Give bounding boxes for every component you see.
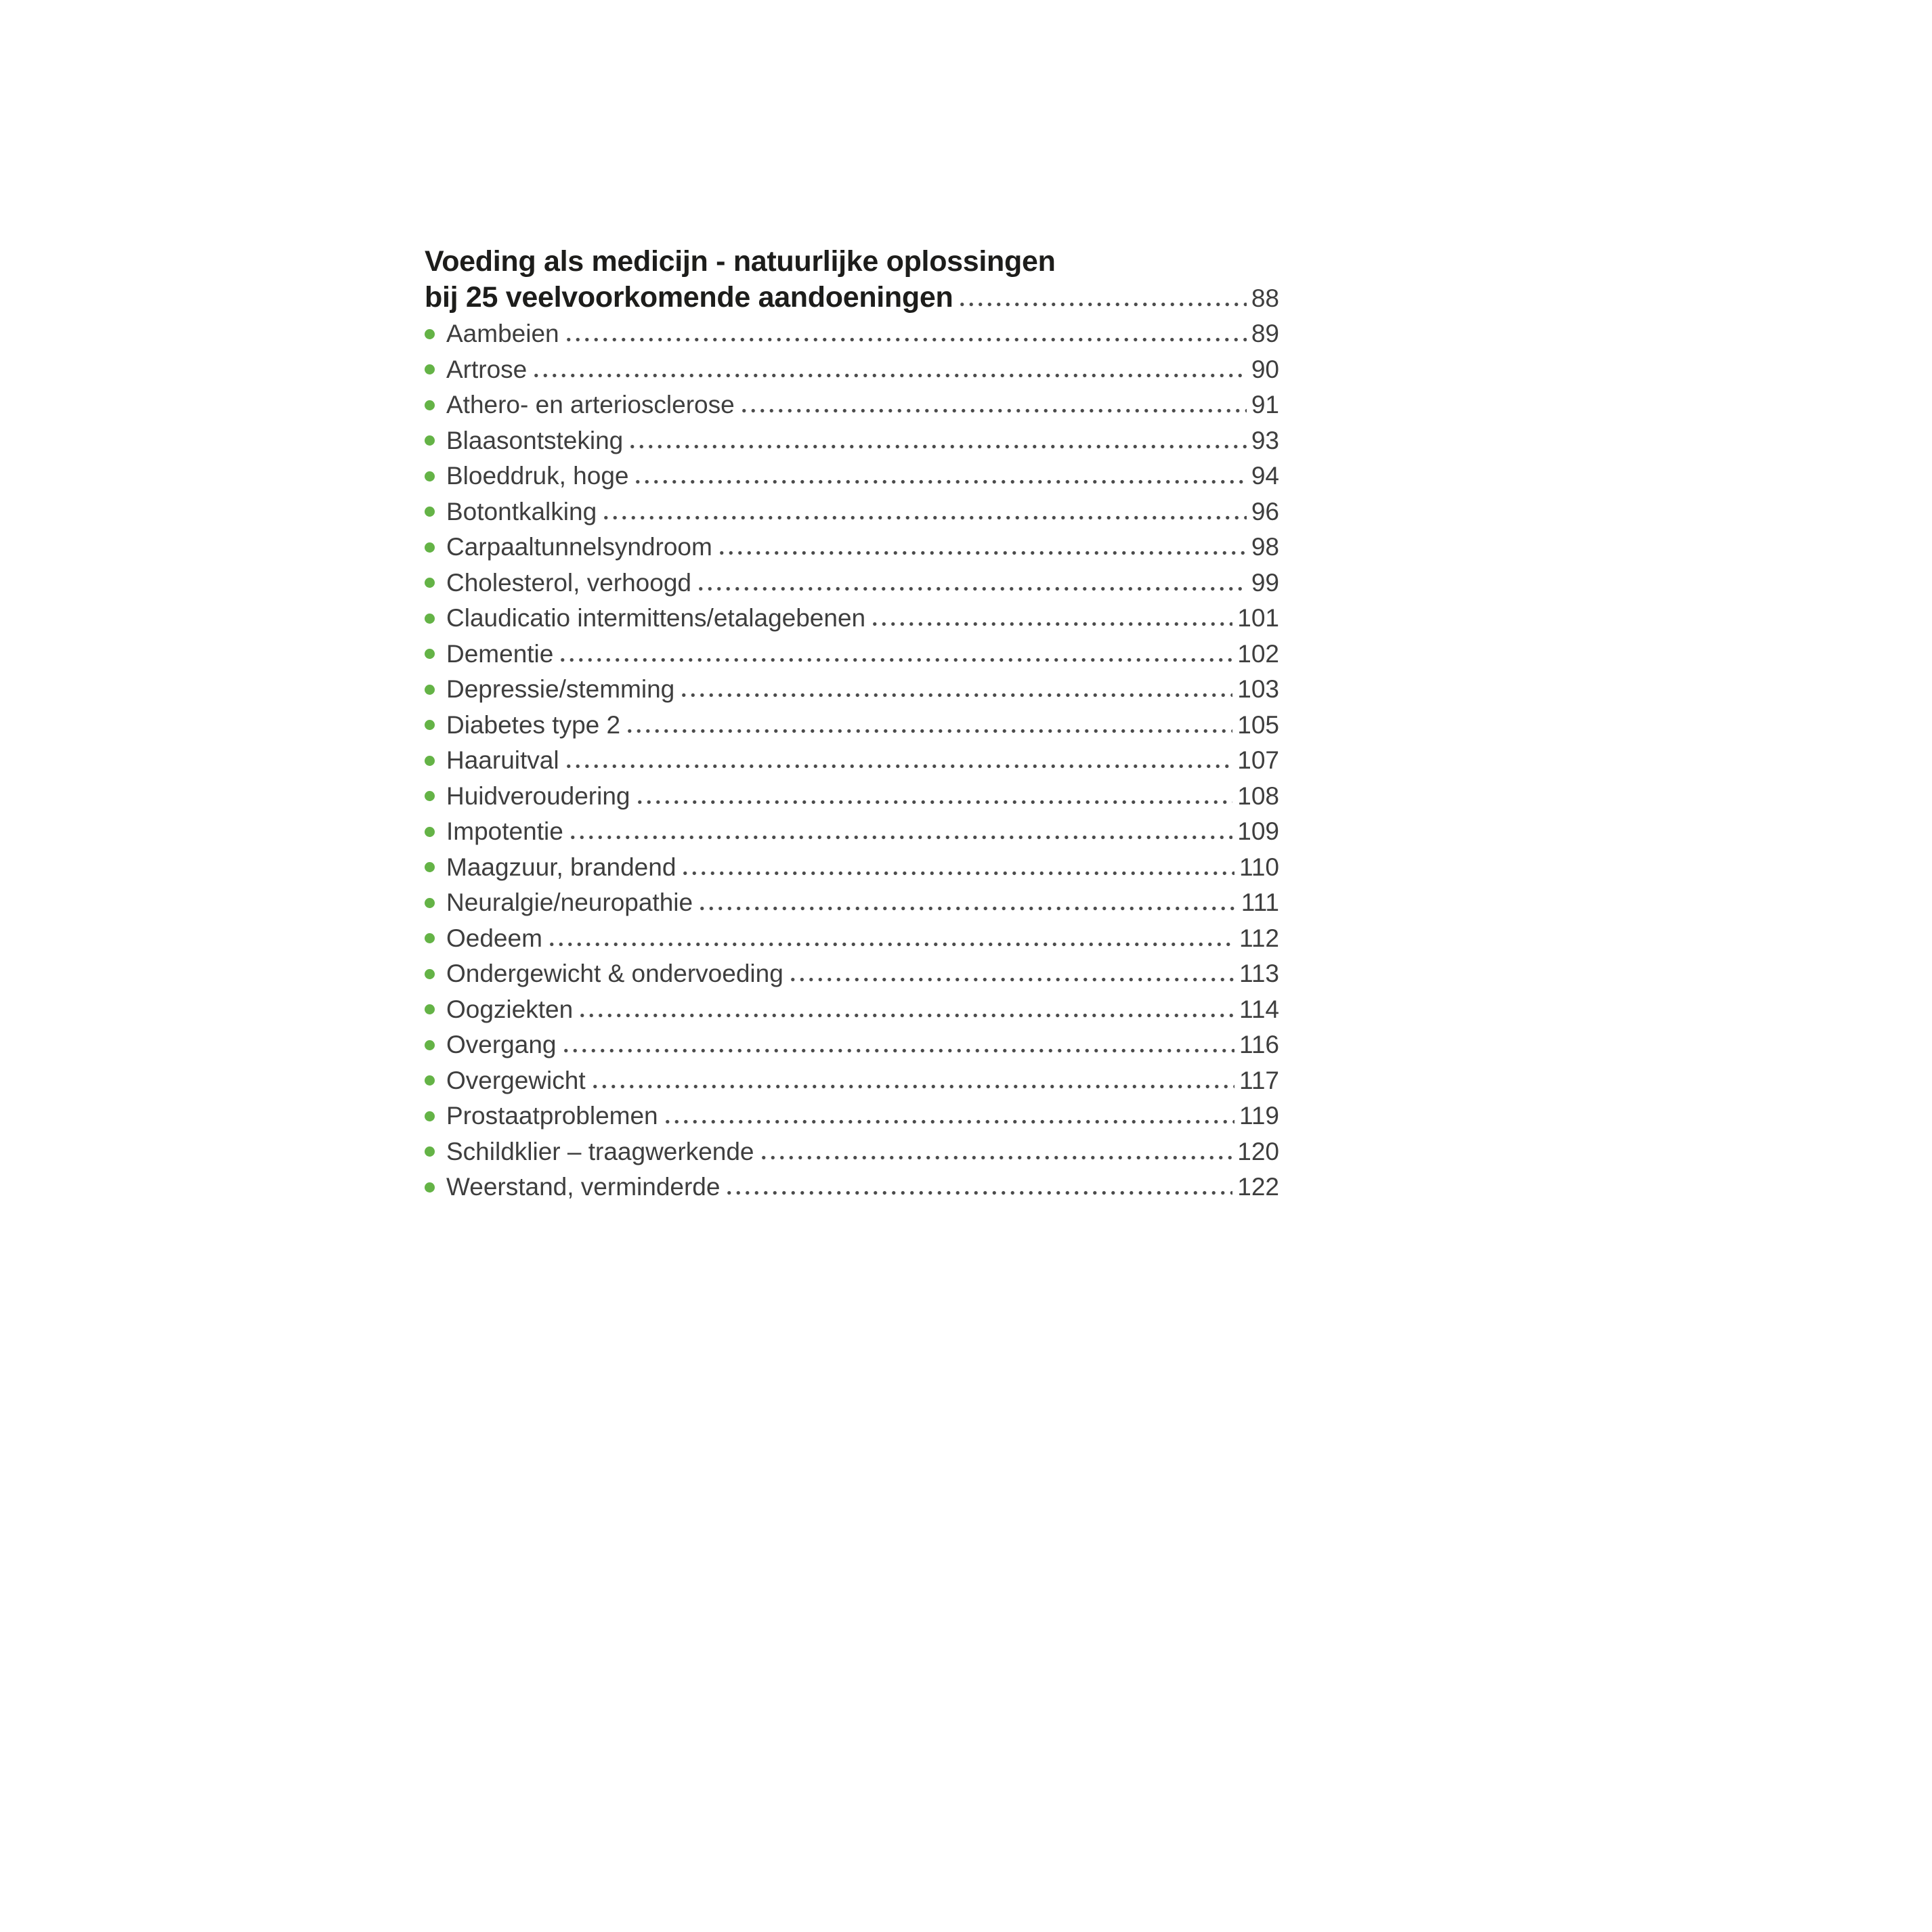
toc-entry xyxy=(425,956,1279,992)
toc-entry xyxy=(425,530,1279,565)
bullet-icon xyxy=(425,1146,435,1157)
toc-entry-page: 105 xyxy=(1237,710,1279,739)
toc-entry-page: 120 xyxy=(1237,1137,1279,1165)
dot-leader xyxy=(635,800,1233,804)
bullet-icon xyxy=(425,720,435,730)
toc-entry-page: 109 xyxy=(1237,817,1279,845)
dot-leader xyxy=(591,1084,1235,1089)
dot-leader xyxy=(601,515,1247,520)
toc-page xyxy=(425,244,1279,1205)
toc-entry-label: Oogziekten xyxy=(446,995,574,1023)
dot-leader xyxy=(679,693,1232,697)
toc-entry xyxy=(425,423,1279,459)
section-title-line1: Voeding als medicijn - natuurlijke oplossingen xyxy=(425,245,1056,278)
toc-entry xyxy=(425,885,1279,921)
dot-leader xyxy=(578,1013,1235,1018)
toc-entry-label: Athero- en arteriosclerose xyxy=(446,391,735,418)
dot-leader xyxy=(558,658,1232,662)
toc-entry-label: Weerstand, verminderde xyxy=(446,1173,721,1201)
toc-entry-page: 99 xyxy=(1251,568,1279,597)
toc-entry xyxy=(425,637,1279,672)
dot-leader xyxy=(958,302,1246,307)
bullet-icon xyxy=(425,1182,435,1193)
dot-leader xyxy=(561,1048,1235,1053)
toc-entry xyxy=(425,708,1279,744)
dot-leader xyxy=(625,729,1232,733)
bullet-icon xyxy=(425,578,435,588)
dot-leader xyxy=(788,977,1235,982)
toc-entry xyxy=(425,494,1279,530)
toc-entry-label: Neuralgie/neuropathie xyxy=(446,888,693,916)
bullet-icon xyxy=(425,1075,435,1086)
toc-entry xyxy=(425,601,1279,637)
toc-entry-label: Overgang xyxy=(446,1031,557,1058)
toc-entry xyxy=(425,1134,1279,1170)
toc-entry-label: Ondergewicht & ondervoeding xyxy=(446,960,783,987)
toc-entry-page: 111 xyxy=(1241,888,1279,916)
toc-entry-page: 112 xyxy=(1239,924,1279,952)
bullet-icon xyxy=(425,329,435,339)
bullet-icon xyxy=(425,1004,435,1014)
bullet-icon xyxy=(425,969,435,979)
toc-entry xyxy=(425,565,1279,601)
bullet-icon xyxy=(425,364,435,374)
bullet-icon xyxy=(425,898,435,908)
dot-leader xyxy=(717,551,1247,555)
section-title-line2: bij 25 veelvoorkomende aandoeningen xyxy=(425,280,953,314)
bullet-icon xyxy=(425,1040,435,1050)
toc-entry xyxy=(425,779,1279,815)
dot-leader xyxy=(663,1119,1235,1124)
toc-entry-page: 102 xyxy=(1237,639,1279,668)
bullet-icon xyxy=(425,933,435,943)
toc-entry-label: Huidveroudering xyxy=(446,781,630,810)
toc-entry-label: Cholesterol, verhoogd xyxy=(446,568,691,597)
bullet-icon xyxy=(425,1111,435,1121)
toc-entry xyxy=(425,814,1279,850)
toc-entry xyxy=(425,921,1279,957)
dot-leader xyxy=(532,373,1247,378)
toc-entry-label: Aambeien xyxy=(446,320,559,347)
dot-leader xyxy=(564,764,1233,769)
toc-entry-label: Bloeddruk, hoge xyxy=(446,462,629,490)
toc-entry-page: 101 xyxy=(1237,604,1279,632)
toc-entry xyxy=(425,1063,1279,1099)
toc-entry xyxy=(425,992,1279,1028)
bullet-icon xyxy=(425,435,435,446)
toc-entry-label: Botontkalking xyxy=(446,497,597,525)
toc-entry-page: 116 xyxy=(1239,1031,1279,1058)
toc-entry-label: Blaasontsteking xyxy=(446,426,624,454)
dot-leader xyxy=(870,622,1232,626)
toc-entry-label: Oedeem xyxy=(446,924,542,952)
dot-leader xyxy=(628,444,1247,449)
bullet-icon xyxy=(425,685,435,695)
toc-entry-page: 114 xyxy=(1239,995,1279,1023)
toc-entry xyxy=(425,672,1279,708)
toc-entry xyxy=(425,387,1279,423)
toc-entry xyxy=(425,352,1279,388)
toc-entry-page: 90 xyxy=(1251,355,1279,383)
toc-entry-label: Schildklier – traagwerkende xyxy=(446,1137,754,1165)
bullet-icon xyxy=(425,862,435,872)
bullet-icon xyxy=(425,542,435,553)
toc-entry xyxy=(425,316,1279,352)
dot-leader xyxy=(696,586,1247,591)
bullet-icon xyxy=(425,400,435,410)
toc-entry-page: 103 xyxy=(1237,675,1279,703)
toc-entry-label: Prostaatproblemen xyxy=(446,1102,658,1130)
toc-entry-page: 89 xyxy=(1251,320,1279,347)
toc-entry-label: Diabetes type 2 xyxy=(446,710,621,739)
toc-entry-label: Impotentie xyxy=(446,817,563,845)
dot-leader xyxy=(568,835,1232,840)
toc-entry-label: Maagzuur, brandend xyxy=(446,853,677,881)
toc-entry-page: 122 xyxy=(1237,1173,1279,1201)
bullet-icon xyxy=(425,471,435,481)
bullet-icon xyxy=(425,756,435,766)
toc-entry-page: 91 xyxy=(1251,391,1279,418)
toc-entry-label: Haaruitval xyxy=(446,746,559,774)
toc-entry xyxy=(425,743,1279,779)
dot-leader xyxy=(739,408,1247,413)
toc-entry xyxy=(425,1027,1279,1063)
toc-entry xyxy=(425,458,1279,494)
toc-entry-page: 110 xyxy=(1239,853,1279,881)
dot-leader xyxy=(759,1155,1233,1160)
toc-entry xyxy=(425,850,1279,886)
section-title-row xyxy=(425,280,1279,317)
toc-entry-page: 96 xyxy=(1251,497,1279,525)
toc-entry-page: 119 xyxy=(1239,1102,1279,1130)
toc-entry-page: 98 xyxy=(1251,533,1279,561)
toc-entry-page: 108 xyxy=(1237,781,1279,810)
dot-leader xyxy=(564,337,1247,342)
dot-leader xyxy=(547,942,1235,947)
toc-entry xyxy=(425,1098,1279,1134)
toc-entry-page: 117 xyxy=(1239,1066,1279,1094)
bullet-icon xyxy=(425,791,435,801)
section-page-number: 88 xyxy=(1251,284,1279,312)
toc-entry-label: Carpaaltunnelsyndroom xyxy=(446,533,712,561)
toc-entry-page: 107 xyxy=(1237,746,1279,774)
toc-entry-page: 94 xyxy=(1251,462,1279,490)
bullet-icon xyxy=(425,614,435,624)
toc-entry-label: Claudicatio intermittens/etalagebenen xyxy=(446,604,866,632)
bullet-icon xyxy=(425,649,435,659)
dot-leader xyxy=(725,1190,1232,1195)
toc-entry-page: 113 xyxy=(1239,960,1279,987)
bullet-icon xyxy=(425,827,435,837)
dot-leader xyxy=(681,871,1235,876)
dot-leader xyxy=(697,906,1237,911)
toc-entry-label: Depressie/stemming xyxy=(446,675,675,703)
bullet-icon xyxy=(425,507,435,517)
dot-leader xyxy=(633,479,1246,484)
toc-entry-label: Dementie xyxy=(446,639,554,668)
toc-entry xyxy=(425,1169,1279,1205)
toc-entry-label: Overgewicht xyxy=(446,1066,586,1094)
toc-entry-label: Artrose xyxy=(446,355,528,383)
toc-entry-page: 93 xyxy=(1251,426,1279,454)
